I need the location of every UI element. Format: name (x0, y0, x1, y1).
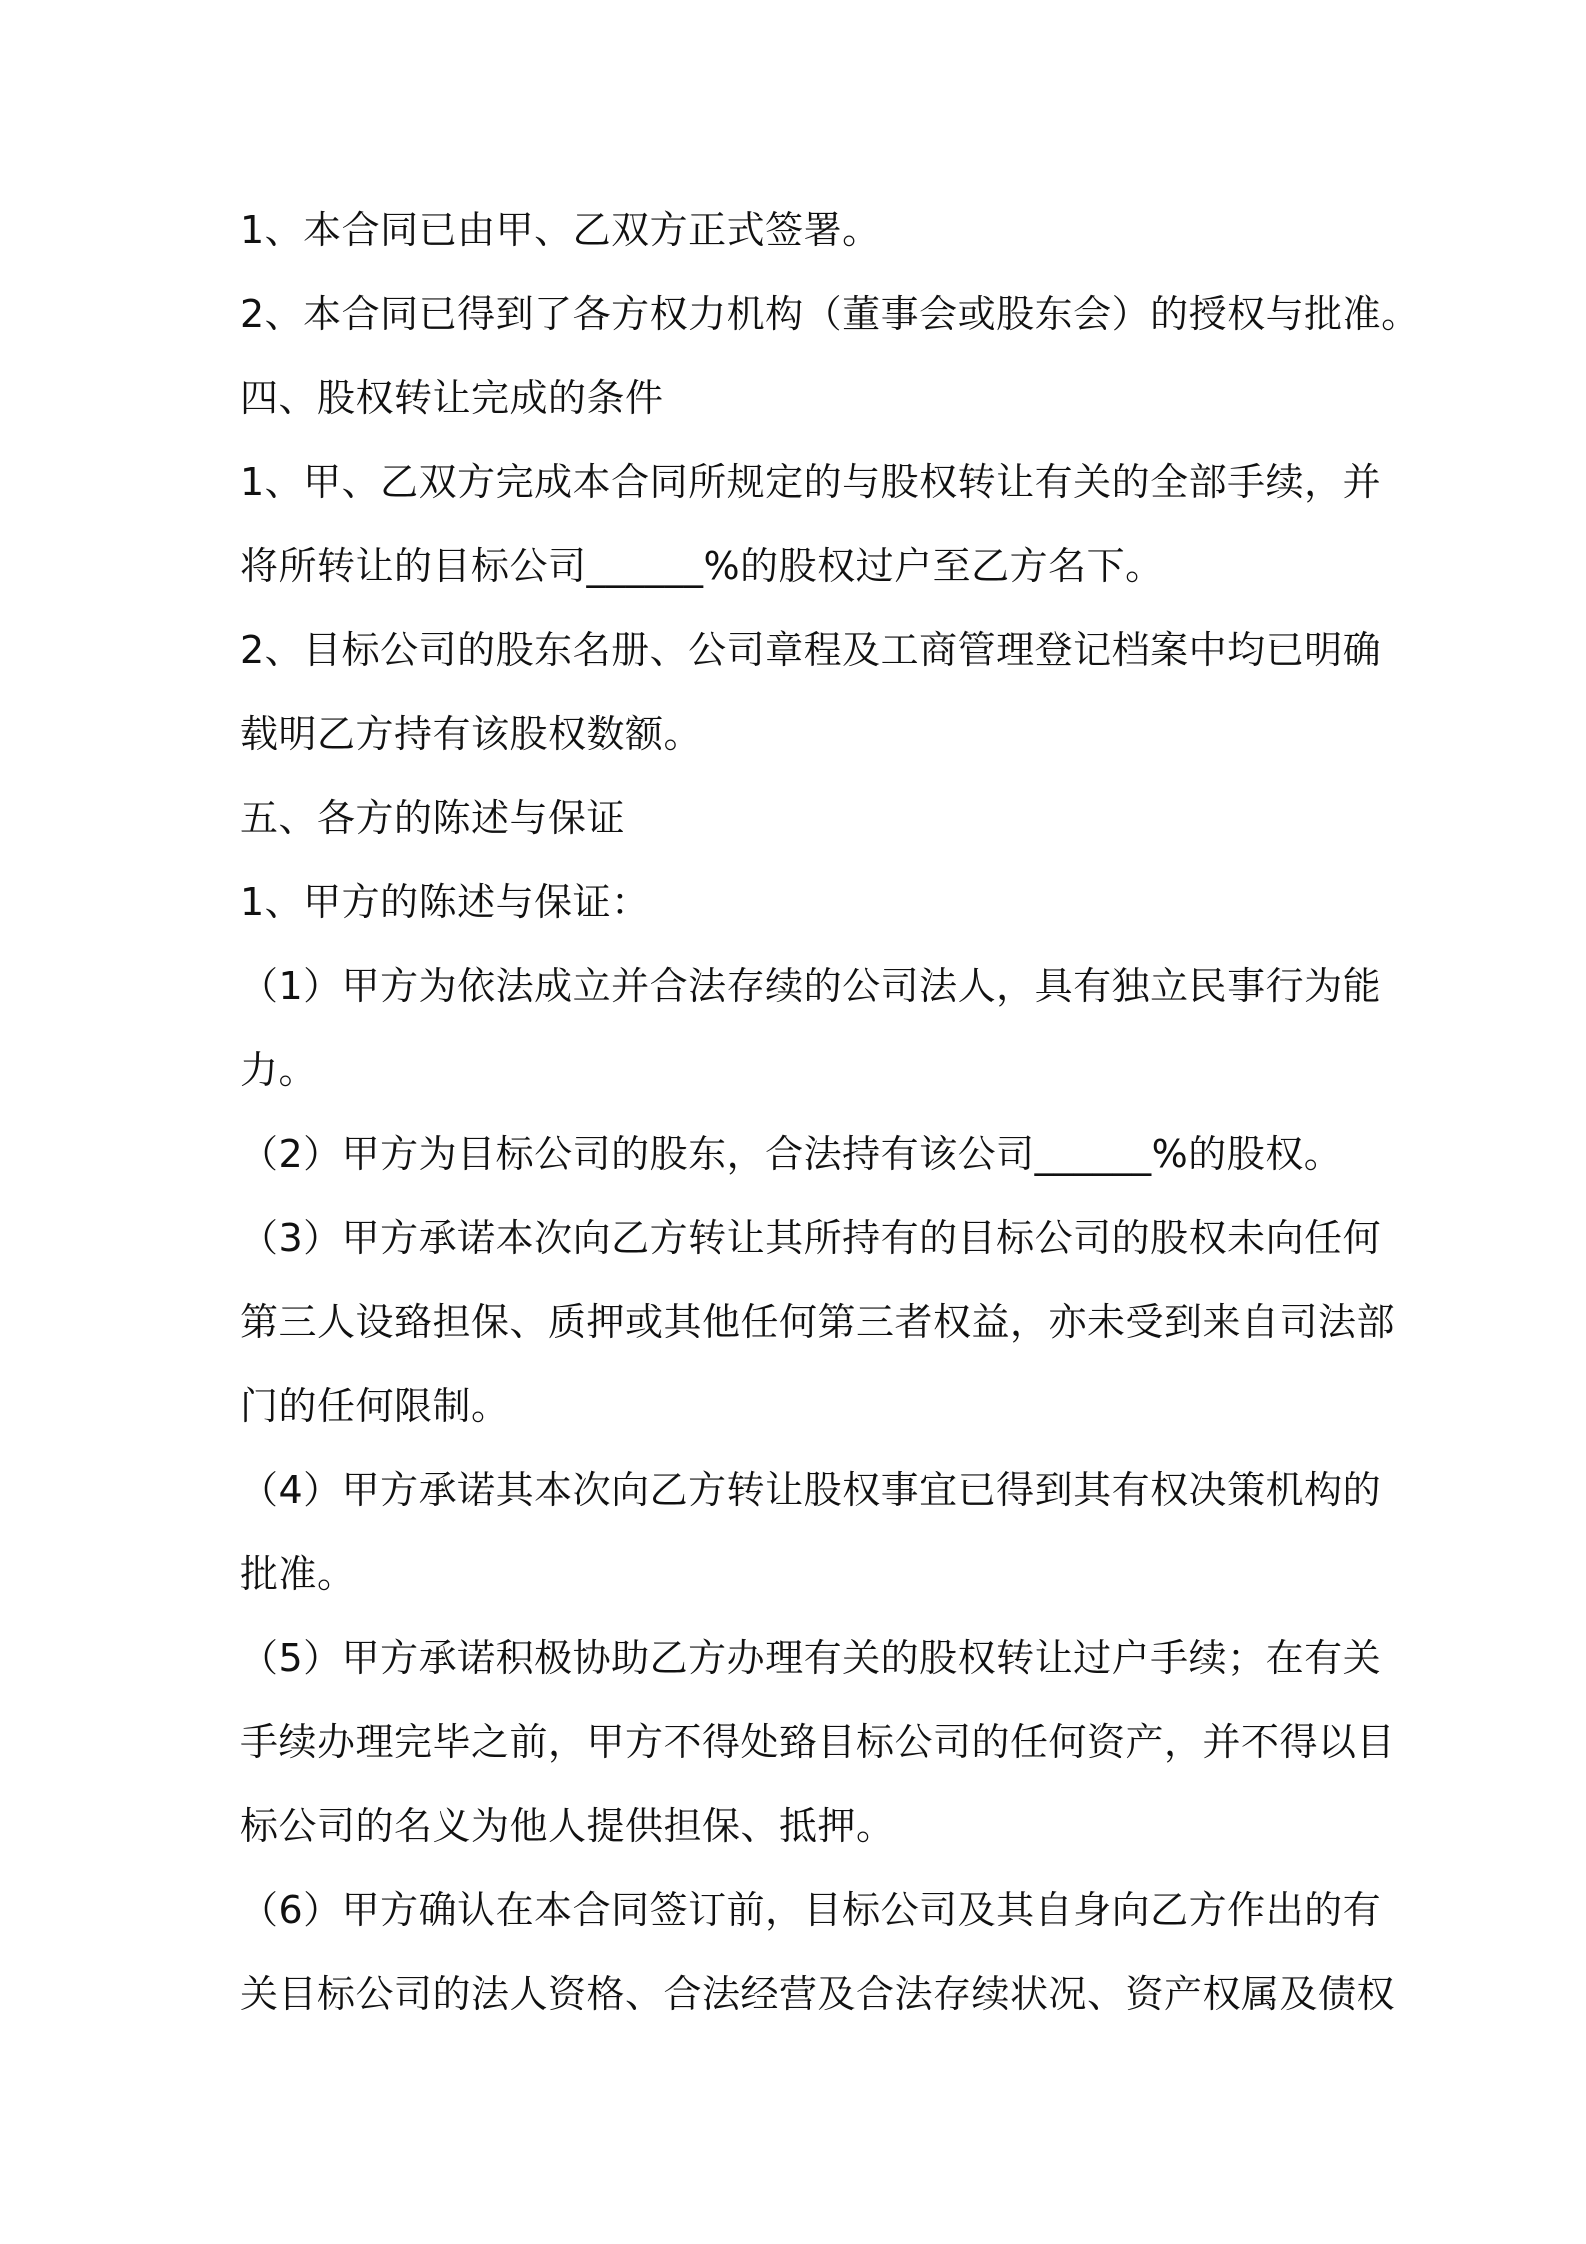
text-line: （1）甲方为依法成立并合法存续的公司法人，具有独立民事行为能 (240, 964, 1382, 1008)
text-line: 第三人设臵担保、质押或其他任何第三者权益，亦未受到来自司法部 (240, 1300, 1396, 1344)
text-line: 1、本合同已由甲、乙双方正式签署。 (240, 208, 881, 252)
text-line: （6）甲方确认在本合同签订前，目标公司及其自身向乙方作出的有 (240, 1888, 1382, 1932)
text-line: （3）甲方承诺本次向乙方转让其所持有的目标公司的股权未向任何 (240, 1216, 1382, 1260)
text-line: 载明乙方持有该股权数额。 (240, 712, 703, 756)
text-line: （2）甲方为目标公司的股东，合法持有该公司______%的股权。 (240, 1132, 1343, 1176)
text-line: 2、本合同已得到了各方权力机构（董事会或股东会）的授权与批准。 (240, 292, 1420, 336)
text-line: 手续办理完毕之前，甲方不得处臵目标公司的任何资产，并不得以目 (240, 1720, 1396, 1764)
text-line: 1、甲方的陈述与保证： (240, 880, 650, 924)
text-line: 将所转让的目标公司______%的股权过户至乙方名下。 (240, 544, 1164, 588)
text-line: 力。 (240, 1048, 318, 1092)
text-line: 批准。 (240, 1552, 356, 1596)
text-line: （4）甲方承诺其本次向乙方转让股权事宜已得到其有权决策机构的 (240, 1468, 1382, 1512)
text-line: （5）甲方承诺积极协助乙方办理有关的股权转让过户手续；在有关 (240, 1636, 1382, 1680)
text-line: 门的任何限制。 (240, 1384, 510, 1428)
text-line: 1、甲、乙双方完成本合同所规定的与股权转让有关的全部手续，并 (240, 460, 1382, 504)
text-line: 关目标公司的法人资格、合法经营及合法存续状况、资产权属及债权 (240, 1972, 1396, 2016)
section-heading: 四、股权转让完成的条件 (240, 376, 664, 420)
section-heading: 五、各方的陈述与保证 (240, 796, 626, 840)
text-line: 标公司的名义为他人提供担保、抵押。 (240, 1804, 895, 1848)
text-line: 2、目标公司的股东名册、公司章程及工商管理登记档案中均已明确 (240, 628, 1382, 672)
